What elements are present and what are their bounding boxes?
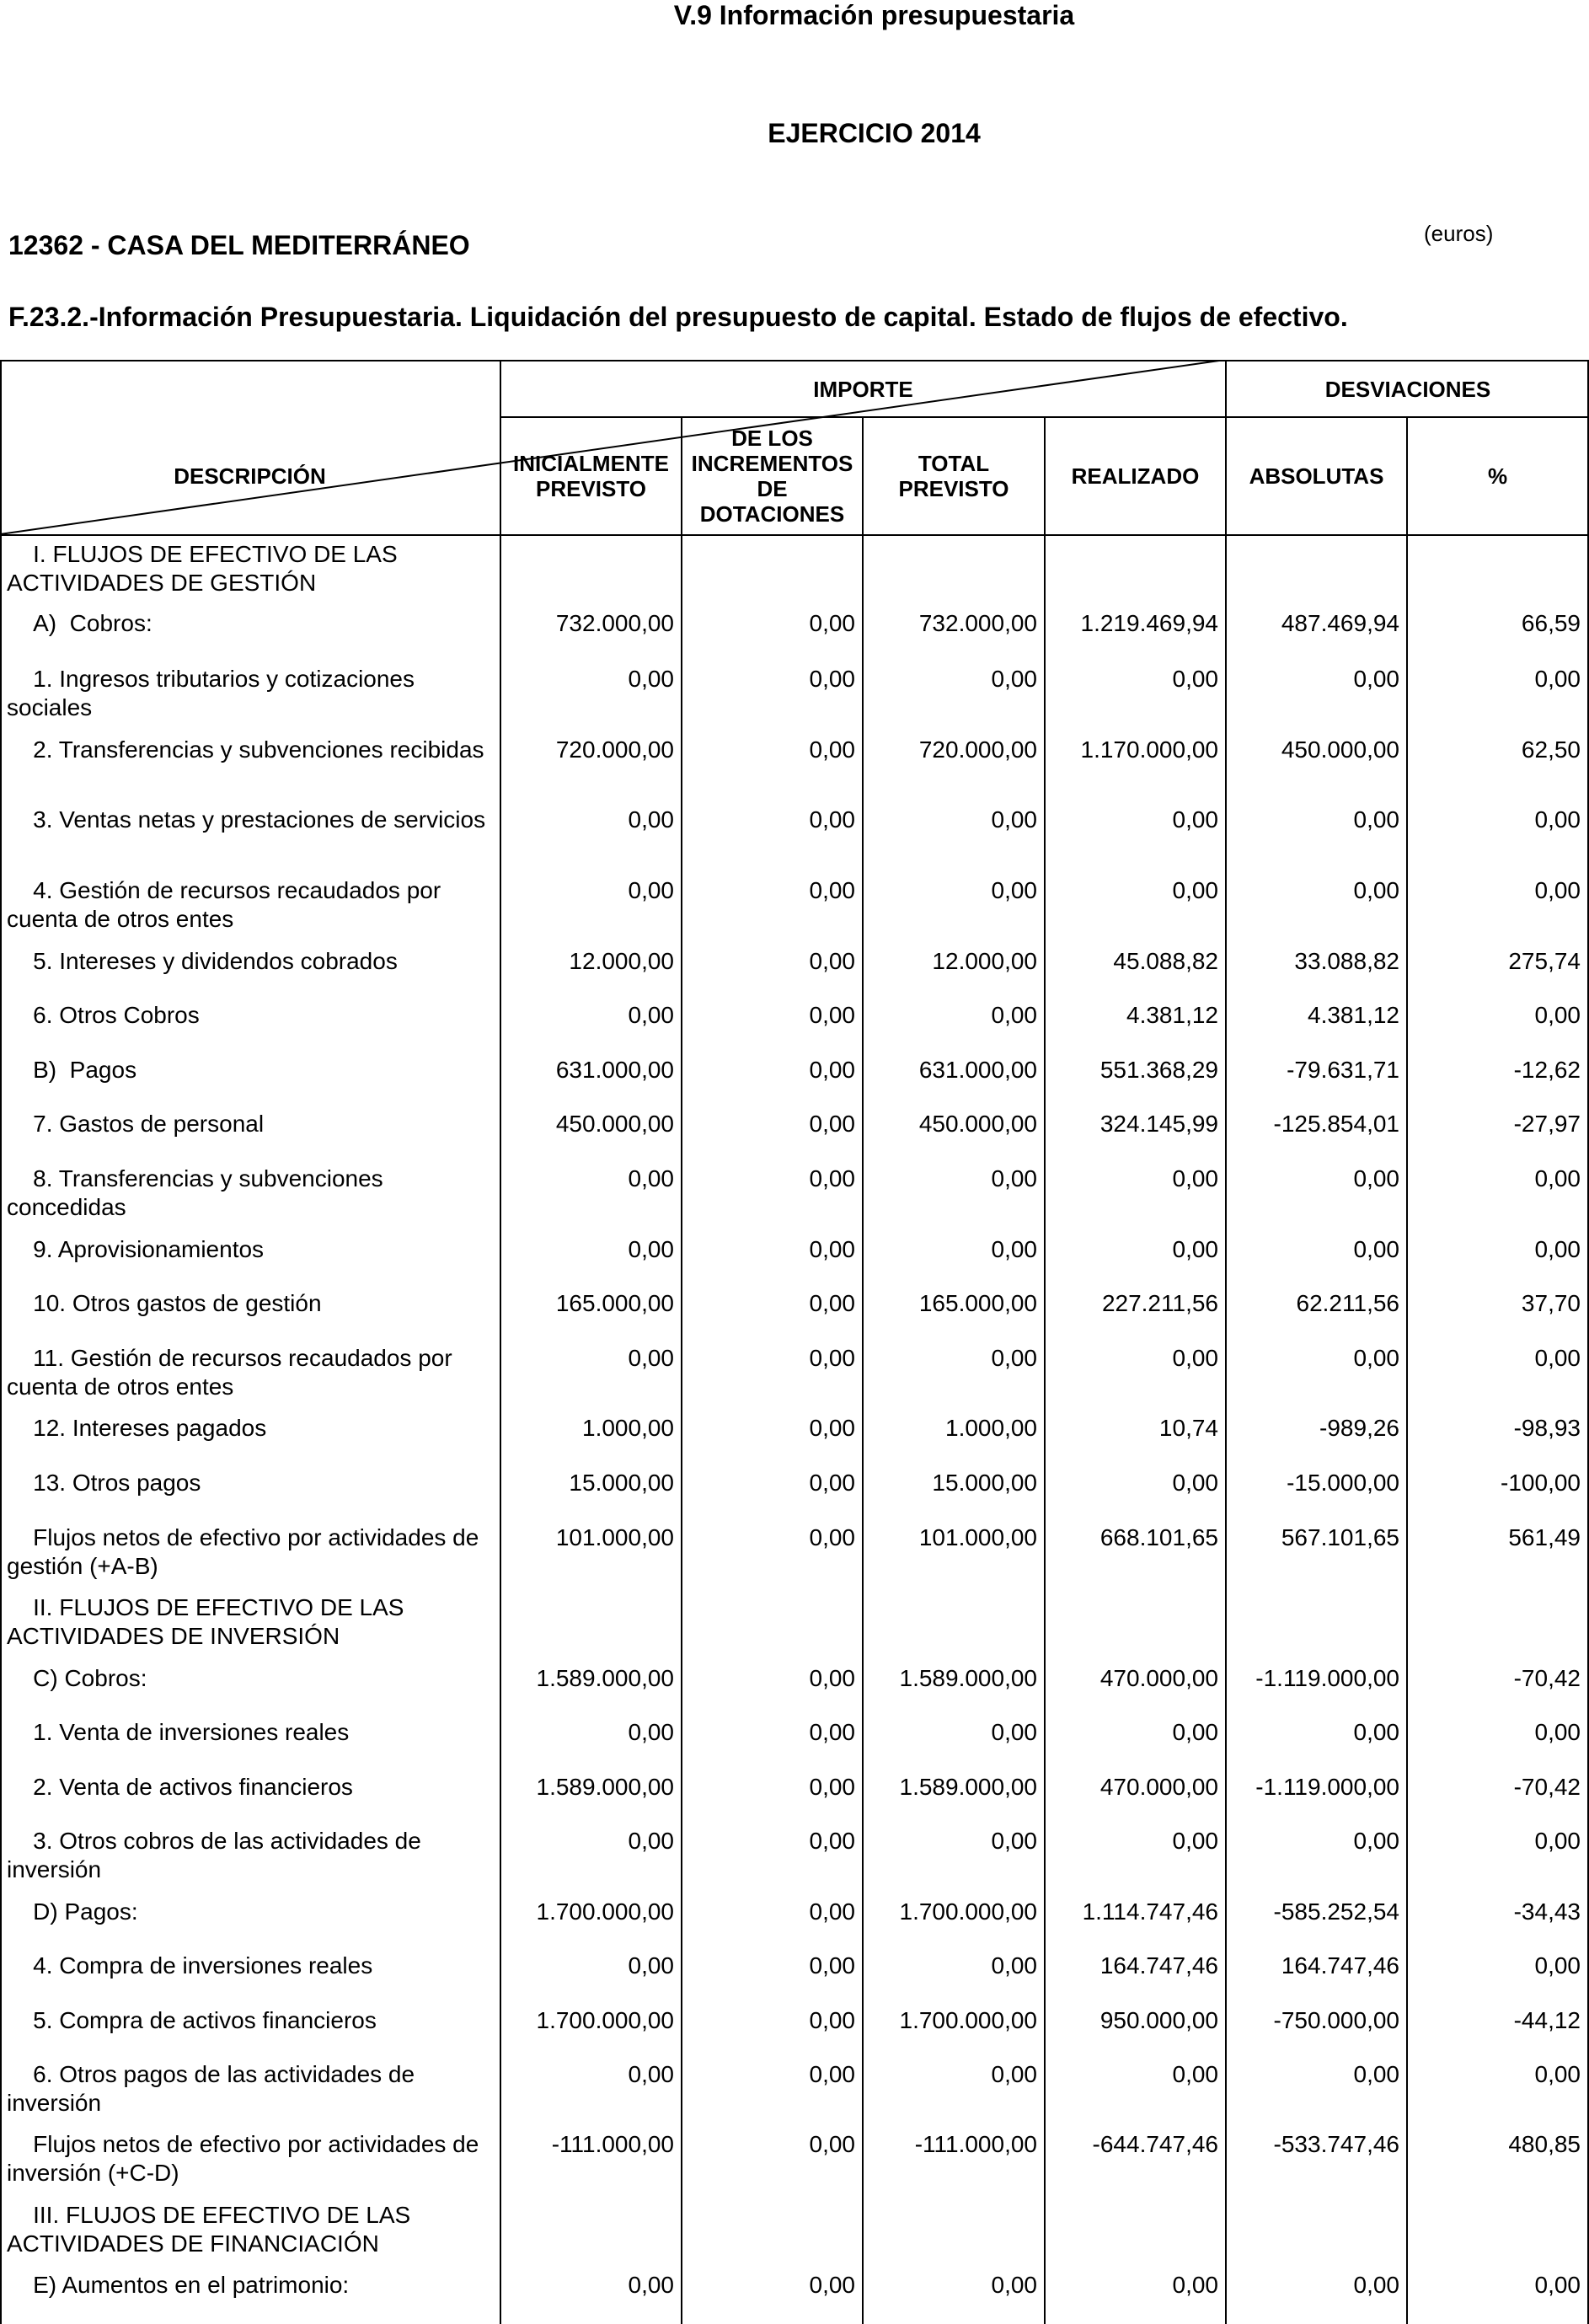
- cell-inicial: 0,00: [628, 2272, 674, 2298]
- cell-pct: 275,74: [1508, 948, 1581, 974]
- cell-pct: -98,93: [1513, 1415, 1581, 1441]
- cell-realizado: 0,00: [1172, 1719, 1218, 1745]
- row-description: 1. Ingresos tributarios y cotizaciones sociales: [7, 666, 421, 720]
- row-description: I. FLUJOS DE EFECTIVO DE LAS ACTIVIDADES DE GESTIÓN: [7, 541, 403, 596]
- cell-pct: 0,00: [1534, 1165, 1581, 1191]
- cell-inicial: 12.000,00: [569, 948, 674, 974]
- cell-total: 1.700.000,00: [899, 2007, 1037, 2033]
- cell-total: -111.000,00: [914, 2131, 1037, 2157]
- col-header-pct: %: [1487, 463, 1508, 489]
- cell-inicial: 101.000,00: [555, 1524, 674, 1550]
- row-description: D) Pagos:: [7, 1898, 138, 1925]
- cell-absolutas: 487.469,94: [1281, 610, 1399, 636]
- cell-realizado: 45.088,82: [1113, 948, 1218, 974]
- cell-inicial: 0,00: [628, 1719, 674, 1745]
- cell-incrementos: 0,00: [809, 1290, 855, 1316]
- cell-absolutas: 450.000,00: [1281, 736, 1399, 763]
- cell-incrementos: 0,00: [809, 1415, 855, 1441]
- cell-inicial: 15.000,00: [569, 1470, 674, 1496]
- cell-pct: 0,00: [1534, 2061, 1581, 2087]
- row-description: 5. Intereses y dividendos cobrados: [7, 948, 398, 974]
- cell-pct: 480,85: [1508, 2131, 1581, 2157]
- cell-incrementos: 0,00: [809, 2131, 855, 2157]
- row-description: 11. Gestión de recursos recaudados por cuenta de otros entes: [7, 1345, 459, 1400]
- row-description: 2. Venta de activos financieros: [7, 1774, 353, 1800]
- cell-inicial: -111.000,00: [551, 2131, 674, 2157]
- cell-realizado: 4.381,12: [1126, 1002, 1218, 1028]
- row-description: E) Aumentos en el patrimonio:: [7, 2272, 350, 2298]
- cell-incrementos: 0,00: [809, 1002, 855, 1028]
- cell-realizado: -644.747,46: [1092, 2131, 1218, 2157]
- cell-inicial: 0,00: [628, 1345, 674, 1371]
- col-header-absolutas: ABSOLUTAS: [1249, 463, 1384, 489]
- cell-absolutas: 0,00: [1353, 2272, 1399, 2298]
- cell-total: 631.000,00: [918, 1057, 1037, 1083]
- cell-total: 0,00: [991, 877, 1037, 903]
- cell-inicial: 720.000,00: [555, 736, 674, 763]
- cell-incrementos: 0,00: [809, 806, 855, 833]
- cell-inicial: 0,00: [628, 1952, 674, 1979]
- cell-pct: 0,00: [1534, 2272, 1581, 2298]
- cell-incrementos: 0,00: [809, 1898, 855, 1925]
- cell-total: 1.700.000,00: [899, 1898, 1037, 1925]
- cell-inicial: 1.700.000,00: [536, 2007, 674, 2033]
- cell-inicial: 1.700.000,00: [536, 1898, 674, 1925]
- row-description: 2. Transferencias y subvenciones recibidas: [7, 736, 484, 763]
- cell-pct: 0,00: [1534, 1719, 1581, 1745]
- table-border-left: [0, 360, 2, 2324]
- cell-pct: 37,70: [1521, 1290, 1581, 1316]
- cell-total: 1.000,00: [945, 1415, 1037, 1441]
- row-description: 1. Venta de inversiones reales: [7, 1719, 350, 1745]
- cell-absolutas: -1.119.000,00: [1255, 1774, 1399, 1800]
- cell-realizado: 668.101,65: [1099, 1524, 1218, 1550]
- cell-realizado: 0,00: [1172, 2272, 1218, 2298]
- cell-total: 165.000,00: [918, 1290, 1037, 1316]
- cell-inicial: 0,00: [628, 666, 674, 692]
- cell-realizado: 10,74: [1158, 1415, 1218, 1441]
- cell-inicial: 1.589.000,00: [536, 1665, 674, 1691]
- cell-pct: 0,00: [1534, 1828, 1581, 1854]
- cell-inicial: 732.000,00: [555, 610, 674, 636]
- cell-pct: -70,42: [1513, 1665, 1581, 1691]
- report-title: F.23.2.-Información Presupuestaria. Liquidación del presupuesto de capital. Estado de flujos de efectivo.: [8, 302, 1348, 332]
- row-description: Flujos netos de efectivo por actividades de gestión (+A-B): [7, 1524, 486, 1579]
- cell-incrementos: 0,00: [809, 736, 855, 763]
- cell-total: 720.000,00: [918, 736, 1037, 763]
- cell-absolutas: -1.119.000,00: [1255, 1665, 1399, 1691]
- cell-incrementos: 0,00: [809, 1774, 855, 1800]
- cell-pct: 66,59: [1521, 610, 1581, 636]
- cell-realizado: 1.219.469,94: [1080, 610, 1218, 636]
- importe-group-header: IMPORTE: [813, 377, 913, 402]
- cell-incrementos: 0,00: [809, 2007, 855, 2033]
- cell-inicial: 0,00: [628, 877, 674, 903]
- row-description: 6. Otros Cobros: [7, 1002, 200, 1028]
- cell-realizado: 1.170.000,00: [1080, 736, 1218, 763]
- cell-inicial: 0,00: [628, 2061, 674, 2087]
- cell-total: 101.000,00: [918, 1524, 1037, 1550]
- row-description: Flujos netos de efectivo por actividades de inversión (+C-D): [7, 2131, 486, 2186]
- cell-total: 0,00: [991, 2272, 1037, 2298]
- cell-incrementos: 0,00: [809, 2061, 855, 2087]
- cell-pct: -12,62: [1513, 1057, 1581, 1083]
- cell-pct: 561,49: [1508, 1524, 1581, 1550]
- cell-realizado: 0,00: [1172, 2061, 1218, 2087]
- cell-total: 0,00: [991, 2061, 1037, 2087]
- cell-pct: 0,00: [1534, 877, 1581, 903]
- cell-incrementos: 0,00: [809, 948, 855, 974]
- row-description: A) Cobros:: [7, 610, 152, 636]
- cell-incrementos: 0,00: [809, 610, 855, 636]
- cell-absolutas: 4.381,12: [1308, 1002, 1399, 1028]
- cell-absolutas: 0,00: [1353, 877, 1399, 903]
- cell-incrementos: 0,00: [809, 2272, 855, 2298]
- cell-total: 0,00: [991, 1165, 1037, 1191]
- cell-realizado: 551.368,29: [1099, 1057, 1218, 1083]
- cell-incrementos: 0,00: [809, 1111, 855, 1137]
- cell-total: 15.000,00: [932, 1470, 1037, 1496]
- row-description: 6. Otros pagos de las actividades de inversión: [7, 2061, 421, 2116]
- row-description: 5. Compra de activos financieros: [7, 2007, 377, 2033]
- cell-realizado: 0,00: [1172, 1236, 1218, 1262]
- cell-realizado: 0,00: [1172, 1470, 1218, 1496]
- cell-total: 0,00: [991, 1002, 1037, 1028]
- cell-realizado: 0,00: [1172, 666, 1218, 692]
- row-description: 13. Otros pagos: [7, 1470, 201, 1496]
- col-header-incrementos: DE LOS INCREMENTOS DE DOTACIONES: [691, 426, 853, 527]
- budget-table: [0, 360, 1589, 2324]
- cell-inicial: 631.000,00: [555, 1057, 674, 1083]
- col-header-realizado: REALIZADO: [1071, 463, 1200, 489]
- cell-realizado: 470.000,00: [1099, 1665, 1218, 1691]
- cell-total: 0,00: [991, 806, 1037, 833]
- cell-incrementos: 0,00: [809, 1236, 855, 1262]
- row-description: 4. Gestión de recursos recaudados por cuenta de otros entes: [7, 877, 447, 932]
- cell-total: 12.000,00: [932, 948, 1037, 974]
- cell-total: 0,00: [991, 1236, 1037, 1262]
- cell-pct: -100,00: [1501, 1470, 1581, 1496]
- cell-realizado: 324.145,99: [1099, 1111, 1218, 1137]
- row-description: II. FLUJOS DE EFECTIVO DE LAS ACTIVIDADES DE INVERSIÓN: [7, 1594, 409, 1649]
- unit-label: (euros): [1424, 221, 1494, 246]
- col-header-descripcion: DESCRIPCIÓN: [174, 463, 326, 489]
- row-description: 3. Otros cobros de las actividades de inversión: [7, 1828, 428, 1882]
- row-description: B) Pagos: [7, 1057, 137, 1083]
- cell-inicial: 0,00: [628, 1828, 674, 1854]
- cell-total: 0,00: [991, 1952, 1037, 1979]
- cell-total: 732.000,00: [918, 610, 1037, 636]
- cell-absolutas: 0,00: [1353, 1828, 1399, 1854]
- cell-realizado: 1.114.747,46: [1082, 1898, 1218, 1925]
- cell-realizado: 0,00: [1172, 1345, 1218, 1371]
- cell-absolutas: 567.101,65: [1281, 1524, 1399, 1550]
- cell-absolutas: -750.000,00: [1273, 2007, 1399, 2033]
- cell-absolutas: -79.631,71: [1287, 1057, 1399, 1083]
- cell-realizado: 0,00: [1172, 806, 1218, 833]
- col-header-total: TOTAL PREVISTO: [898, 451, 1009, 501]
- cell-inicial: 165.000,00: [555, 1290, 674, 1316]
- exercise-title: EJERCICIO 2014: [768, 118, 981, 148]
- cell-inicial: 450.000,00: [555, 1111, 674, 1137]
- cell-absolutas: 0,00: [1353, 1165, 1399, 1191]
- cell-absolutas: 0,00: [1353, 1236, 1399, 1262]
- row-description: 8. Transferencias y subvenciones concedidas: [7, 1165, 390, 1220]
- cell-realizado: 0,00: [1172, 1828, 1218, 1854]
- cell-inicial: 1.000,00: [582, 1415, 674, 1441]
- desviaciones-group-header: DESVIACIONES: [1324, 377, 1491, 402]
- row-description: 10. Otros gastos de gestión: [7, 1290, 322, 1316]
- cell-realizado: 950.000,00: [1099, 2007, 1218, 2033]
- cell-incrementos: 0,00: [809, 1470, 855, 1496]
- row-description: C) Cobros:: [7, 1665, 147, 1691]
- cell-total: 0,00: [991, 666, 1037, 692]
- row-description: 4. Compra de inversiones reales: [7, 1952, 373, 1979]
- cell-realizado: 227.211,56: [1101, 1290, 1218, 1316]
- cell-pct: 0,00: [1534, 1236, 1581, 1262]
- cell-realizado: 164.747,46: [1099, 1952, 1218, 1979]
- cell-absolutas: 0,00: [1353, 2061, 1399, 2087]
- cell-total: 0,00: [991, 1719, 1037, 1745]
- cell-total: 450.000,00: [918, 1111, 1037, 1137]
- cell-absolutas: -533.747,46: [1273, 2131, 1399, 2157]
- cell-absolutas: 0,00: [1353, 806, 1399, 833]
- cell-absolutas: 62.211,56: [1296, 1290, 1399, 1316]
- cell-inicial: 1.589.000,00: [536, 1774, 674, 1800]
- cell-pct: 62,50: [1521, 736, 1581, 763]
- cell-absolutas: -989,26: [1319, 1415, 1399, 1441]
- cell-total: 0,00: [991, 1345, 1037, 1371]
- cell-inicial: 0,00: [628, 1002, 674, 1028]
- cell-absolutas: -15.000,00: [1287, 1470, 1399, 1496]
- cell-incrementos: 0,00: [809, 1952, 855, 1979]
- cell-pct: 0,00: [1534, 666, 1581, 692]
- cell-inicial: 0,00: [628, 1236, 674, 1262]
- cell-pct: -70,42: [1513, 1774, 1581, 1800]
- cell-total: 1.589.000,00: [899, 1774, 1037, 1800]
- cell-absolutas: -585.252,54: [1273, 1898, 1399, 1925]
- cell-pct: 0,00: [1534, 1345, 1581, 1371]
- cell-incrementos: 0,00: [809, 1345, 855, 1371]
- row-description: 9. Aprovisionamientos: [7, 1236, 265, 1262]
- cell-inicial: 0,00: [628, 806, 674, 833]
- cell-incrementos: 0,00: [809, 1165, 855, 1191]
- cell-pct: -27,97: [1513, 1111, 1581, 1137]
- cell-absolutas: 33.088,82: [1294, 948, 1399, 974]
- cell-absolutas: 0,00: [1353, 1345, 1399, 1371]
- cell-incrementos: 0,00: [809, 1719, 855, 1745]
- row-description: 12. Intereses pagados: [7, 1415, 267, 1441]
- cell-realizado: 470.000,00: [1099, 1774, 1218, 1800]
- cell-inicial: 0,00: [628, 1165, 674, 1191]
- row-description: 7. Gastos de personal: [7, 1111, 265, 1137]
- cell-pct: 0,00: [1534, 806, 1581, 833]
- cell-pct: 0,00: [1534, 1952, 1581, 1979]
- cell-pct: -44,12: [1513, 2007, 1581, 2033]
- cell-absolutas: 164.747,46: [1281, 1952, 1399, 1979]
- cell-incrementos: 0,00: [809, 666, 855, 692]
- entity-name: 12362 - CASA DEL MEDITERRÁNEO: [8, 230, 470, 260]
- cell-total: 1.589.000,00: [899, 1665, 1037, 1691]
- cell-incrementos: 0,00: [809, 877, 855, 903]
- col-header-inicial: INICIALMENTE PREVISTO: [513, 451, 669, 501]
- cell-absolutas: 0,00: [1353, 666, 1399, 692]
- cell-absolutas: -125.854,01: [1273, 1111, 1399, 1137]
- cell-realizado: 0,00: [1172, 877, 1218, 903]
- cell-incrementos: 0,00: [809, 1524, 855, 1550]
- section-title: V.9 Información presupuestaria: [673, 0, 1075, 30]
- row-description: III. FLUJOS DE EFECTIVO DE LAS ACTIVIDADES DE FINANCIACIÓN: [7, 2202, 416, 2257]
- cell-incrementos: 0,00: [809, 1057, 855, 1083]
- cell-realizado: 0,00: [1172, 1165, 1218, 1191]
- cell-incrementos: 0,00: [809, 1828, 855, 1854]
- cell-pct: -34,43: [1513, 1898, 1581, 1925]
- cell-incrementos: 0,00: [809, 1665, 855, 1691]
- col-divider: [862, 417, 864, 2324]
- cell-absolutas: 0,00: [1353, 1719, 1399, 1745]
- cell-pct: 0,00: [1534, 1002, 1581, 1028]
- cell-total: 0,00: [991, 1828, 1037, 1854]
- row-description: 3. Ventas netas y prestaciones de servicios: [7, 806, 486, 833]
